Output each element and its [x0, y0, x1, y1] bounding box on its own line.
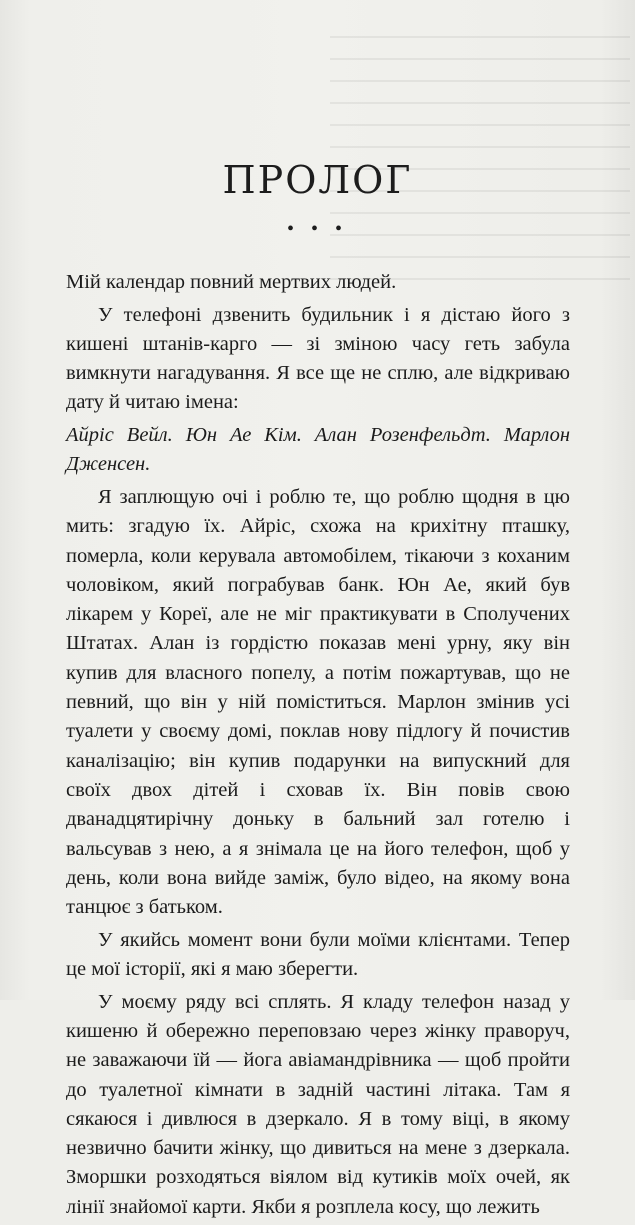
paragraph-4: У якийсь момент вони були моїми клієнтами. Тепер це мої історії, які я маю зберегти.	[66, 928, 570, 981]
body-text	[66, 268, 570, 1225]
paragraph-1: Мій календар повний мертвих людей.	[66, 271, 397, 293]
paragraph-3: Я заплющую очі і роблю те, що роблю щодня в цю мить: згадую їх. Айріс, схожа на крихітну пташку, померла, коли керувала автомобілем, тікаючи з коханим чоловіком, який пограбував банк. Юн Ае, який був лікарем у Кореї, але не міг практикувати в Сполучених Штатах. Алан із гордістю показав мені урну, яку він купив для власного попелу, а потім пожартував, що не певний, що він у ній поміститься. Марлон змінив усі туалети у своєму домі, поклав нову підлогу й почистив каналізацію; він купив подарунки на випускний для своїх двох дітей і сховав їх. Він повів свою дванадцятирічну доньку в бальний зал готелю і вальсував з нею, а я знімала це на його телефон, щоб у день, коли вона вийде заміж, було відео, на якому вона танцює з батьком.	[66, 485, 570, 919]
ornament-dots: • • •	[286, 218, 348, 240]
paragraph-5: У моєму ряду всі сплять. Я кладу телефон назад у кишеню й обережно переповзаю через жінку праворуч, не заважаючи їй — йога авіамандрівника — щоб пройти до туалетної кімнати в задній частині літака. Там я сякаюся і дивлюся в дзеркало. Я в тому віці, в якому незвично бачити жінку, що дивиться на мене з дзеркала. Зморшки розходяться віялом від кутиків моїх очей, як лінії знайомої карти. Якби я розплела косу, що лежить	[66, 990, 570, 1218]
paragraph-2: У телефоні дзвенить будильник і я дістаю його з кишені штанів-карго — зі зміною часу геть забула вимкнути нагадування. Я все ще не сплю, але відкриваю дату й читаю імена:	[66, 303, 570, 414]
paragraph-names: Айріс Вейл. Юн Ае Кім. Алан Розенфельдт. Марлон Дженсен.	[66, 424, 570, 476]
chapter-title: ПРОЛОГ	[222, 158, 413, 202]
